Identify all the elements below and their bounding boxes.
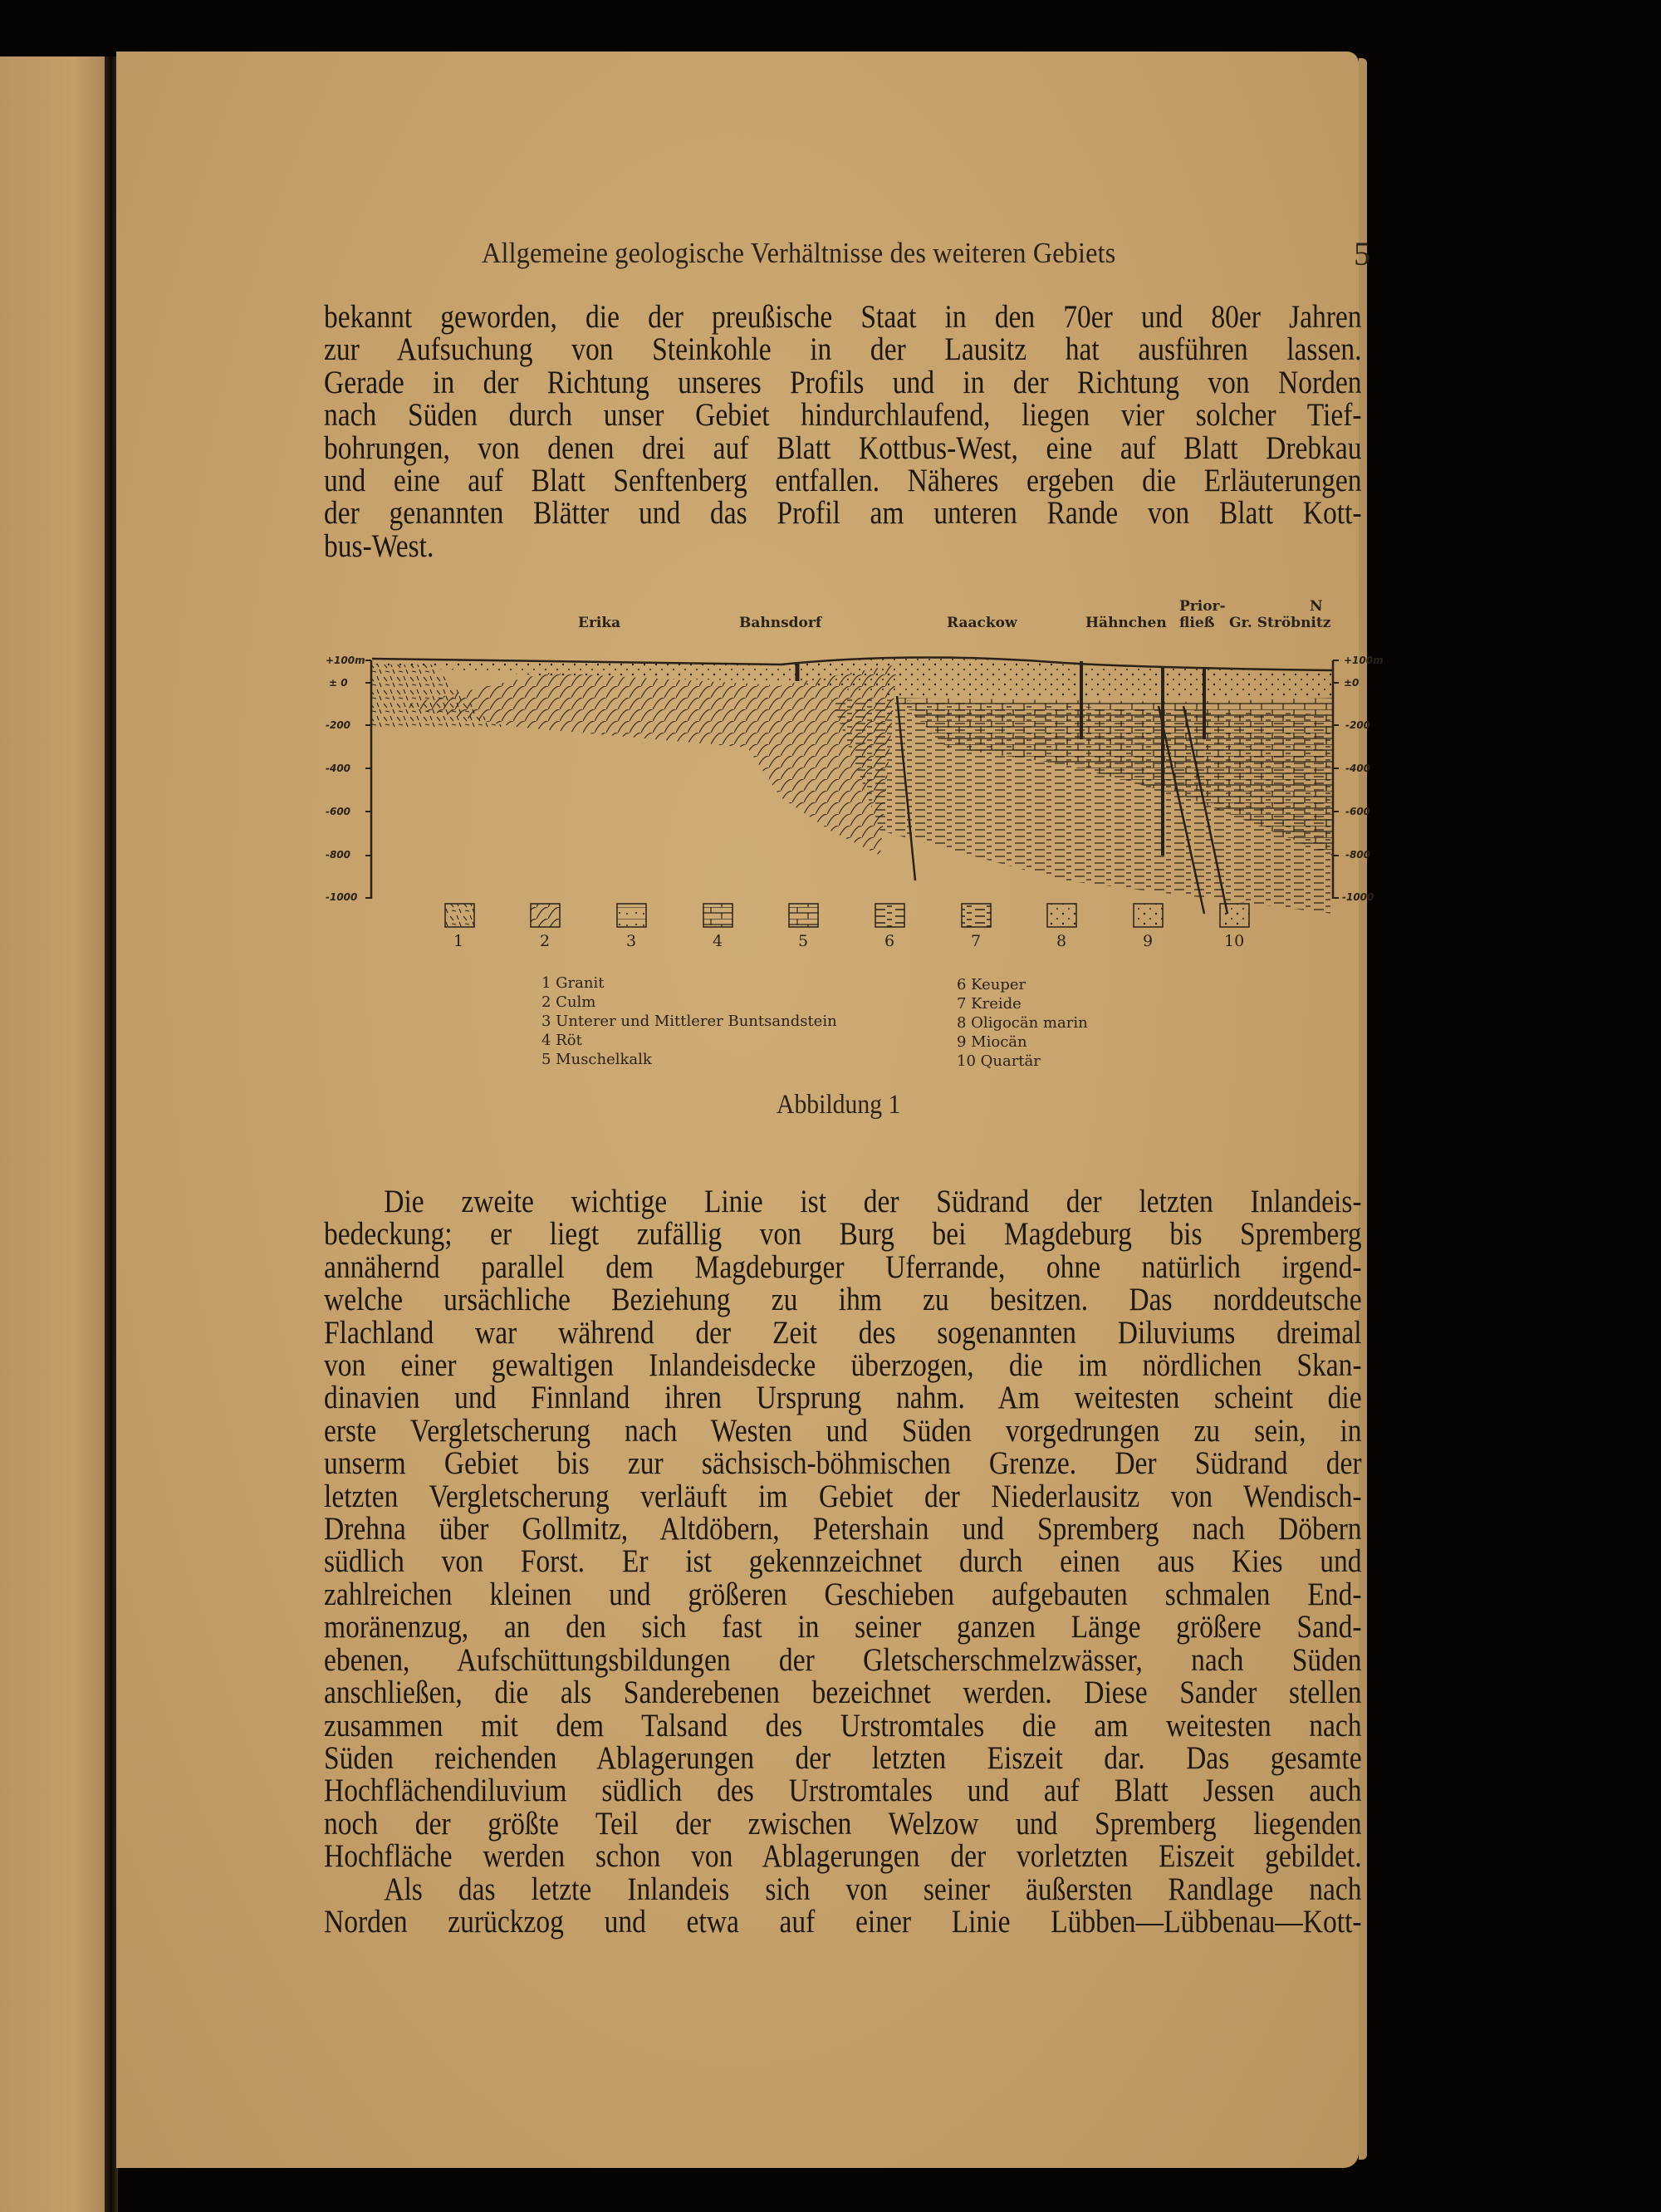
text-line: zahlreichen kleinen und größeren Geschieben aufgebauten schmalen End- — [324, 1576, 1362, 1612]
text-line: dinavien und Finnland ihren Ursprung nahm. Am weitesten scheint die — [324, 1380, 1362, 1416]
legend-number: 9 — [1143, 932, 1154, 950]
legend-item-oligocaen: 8 Oligocän marin — [957, 1014, 1088, 1032]
geological-profile-figure — [316, 581, 1395, 1070]
text-line: moränenzug, an den sich fast in seiner ganzen Länge größere Sand- — [324, 1609, 1362, 1646]
legend-list-right — [957, 975, 1088, 1071]
text-line: anschließen, die als Sanderebenen bezeichnet werden. Diese Sander stellen — [324, 1675, 1362, 1711]
left-axis-label: -400 — [326, 763, 351, 774]
legend-number: 5 — [798, 932, 809, 950]
cross-section-drawing — [316, 581, 1395, 1047]
text-line: südlich von Forst. Er ist gekennzeichnet durch einen aus Kies und — [324, 1543, 1362, 1580]
left-axis-label: -600 — [326, 806, 351, 817]
right-axis-label: -200 — [1345, 719, 1371, 731]
site-erika: Erika — [578, 615, 621, 631]
legend-number: 1 — [453, 932, 464, 950]
text-line: Süden reichenden Ablagerungen der letzten Eiszeit dar. Das gesamte — [324, 1739, 1362, 1776]
text-line: nach Süden durch unser Gebiet hindurchlaufend, liegen vier solcher Tief- — [324, 397, 1362, 434]
page-number: 5 — [1354, 235, 1370, 272]
text-line: Flachland war während der Zeit des sogenannten Diluviums dreimal — [324, 1314, 1362, 1351]
legend-number: 10 — [1224, 932, 1245, 950]
legend-number: 3 — [626, 932, 637, 950]
site-gr-stroebnitz: Gr. Ströbnitz — [1229, 615, 1331, 631]
right-axis-label: -1000 — [1342, 891, 1374, 903]
text-line: Als das letzte Inlandeis sich von seiner äußersten Randlage nach — [384, 1871, 1362, 1907]
legend-item-miocaen: 9 Miocän — [957, 1033, 1027, 1051]
paragraph-2 — [324, 1185, 1362, 1938]
text-line: Hochfläche werden schon von Ablagerungen der vorletzten Eiszeit gebildet. — [324, 1838, 1362, 1875]
text-line: noch der größte Teil der zwischen Welzow und Spremberg liegenden — [324, 1805, 1362, 1842]
site-bahnsdorf: Bahnsdorf — [739, 615, 822, 631]
text-line: Hochflächendiluvium südlich des Urstromtales und auf Blatt Jessen auch — [324, 1773, 1362, 1809]
text-line: erste Vergletscherung nach Westen und Süden vorgedrungen zu sein, in — [324, 1412, 1362, 1449]
right-axis-label: -800 — [1345, 849, 1371, 861]
text-line: Die zweite wichtige Linie ist der Südrand der letzten Inlandeis- — [384, 1184, 1362, 1219]
legend-item-buntsandstein: 3 Unterer und Mittlerer Buntsandstein — [541, 1013, 837, 1030]
text-line: zur Aufsuchung von Steinkohle in der Lausitz hat ausführen lassen. — [324, 331, 1362, 368]
legend-number: 7 — [971, 932, 982, 950]
text-line: zusammen mit dem Talsand des Urstromtales die am weitesten nach — [324, 1707, 1362, 1744]
figure-caption: Abbildung 1 — [777, 1090, 901, 1120]
text-line: welche ursächliche Beziehung zu ihm zu besitzen. Das norddeutsche — [324, 1282, 1362, 1318]
legend-number: 8 — [1056, 932, 1067, 950]
right-axis-label: -600 — [1345, 806, 1371, 817]
text-line: von einer gewaltigen Inlandeisdecke überzogen, die im nördlichen Skan- — [324, 1347, 1362, 1384]
right-axis-label: +100m — [1344, 655, 1384, 666]
left-axis-label: -200 — [326, 719, 351, 731]
text-line: bedeckung; er liegt zufällig von Burg bei Magdeburg bis Spremberg — [324, 1216, 1362, 1253]
legend-item-roet: 4 Röt — [541, 1032, 582, 1049]
left-page-edge — [0, 56, 106, 2212]
label-prior: Prior- — [1179, 598, 1226, 615]
legend-item-muschelkalk: 5 Muschelkalk — [541, 1051, 652, 1068]
legend-list-left — [541, 974, 837, 1069]
text-line: Gerade in der Richtung unseres Profils und in der Richtung von Norden — [324, 364, 1362, 400]
text-line: und eine auf Blatt Senftenberg entfallen. Näheres ergeben die Erläuterungen — [324, 463, 1362, 499]
legend-item-culm: 2 Culm — [541, 993, 596, 1011]
text-line: Norden zurückzog und etwa auf einer Linie Lübben—Lübbenau—Kott- — [324, 1903, 1362, 1940]
legend-item-granit: 1 Granit — [541, 974, 605, 992]
left-axis-label: +100m — [326, 655, 365, 666]
running-head: Allgemeine geologische Verhältnisse des weiteren Gebiets — [482, 237, 1116, 269]
text-line: bus-West. — [324, 527, 434, 564]
left-axis-label: ± 0 — [329, 677, 348, 689]
legend-item-keuper: 6 Keuper — [957, 976, 1026, 993]
text-line: der genannten Blätter und das Profil am unteren Rande von Blatt Kott- — [324, 495, 1362, 532]
text-line: annähernd parallel dem Magdeburger Uferrande, ohne natürlich irgend- — [324, 1248, 1362, 1285]
text-line: unserm Gebiet bis zur sächsisch-böhmischen Grenze. Der Südrand der — [324, 1445, 1362, 1482]
legend-number: 6 — [884, 932, 895, 950]
paragraph-1 — [324, 301, 1362, 562]
left-axis-label: -800 — [326, 849, 351, 861]
left-axis-label: -1000 — [326, 891, 358, 903]
right-axis-label: -400 — [1345, 763, 1371, 774]
legend-number: 2 — [540, 932, 551, 950]
site-raackow: Raackow — [947, 615, 1017, 631]
site-fliess: fließ — [1179, 615, 1215, 631]
text-line: bohrungen, von denen drei auf Blatt Kottbus-West, eine auf Blatt Drebkau — [324, 429, 1362, 466]
label-north: N — [1310, 598, 1323, 615]
site-haehnchen: Hähnchen — [1085, 615, 1167, 631]
legend-item-quartaer: 10 Quartär — [957, 1052, 1041, 1070]
legend-item-kreide: 7 Kreide — [957, 995, 1022, 1013]
legend-number: 4 — [713, 932, 723, 950]
text-line: letzten Vergletscherung verläuft im Gebiet der Niederlausitz von Wendisch- — [324, 1478, 1362, 1514]
text-line: ebenen, Aufschüttungsbildungen der Gletscherschmelzwässer, nach Süden — [324, 1641, 1362, 1678]
text-line: bekannt geworden, die der preußische Staat in den 70er und 80er Jahren — [324, 299, 1362, 335]
right-axis-label: ±0 — [1344, 677, 1360, 689]
text-line: Drehna über Gollmitz, Altdöbern, Petershain und Spremberg nach Döbern — [324, 1511, 1362, 1547]
